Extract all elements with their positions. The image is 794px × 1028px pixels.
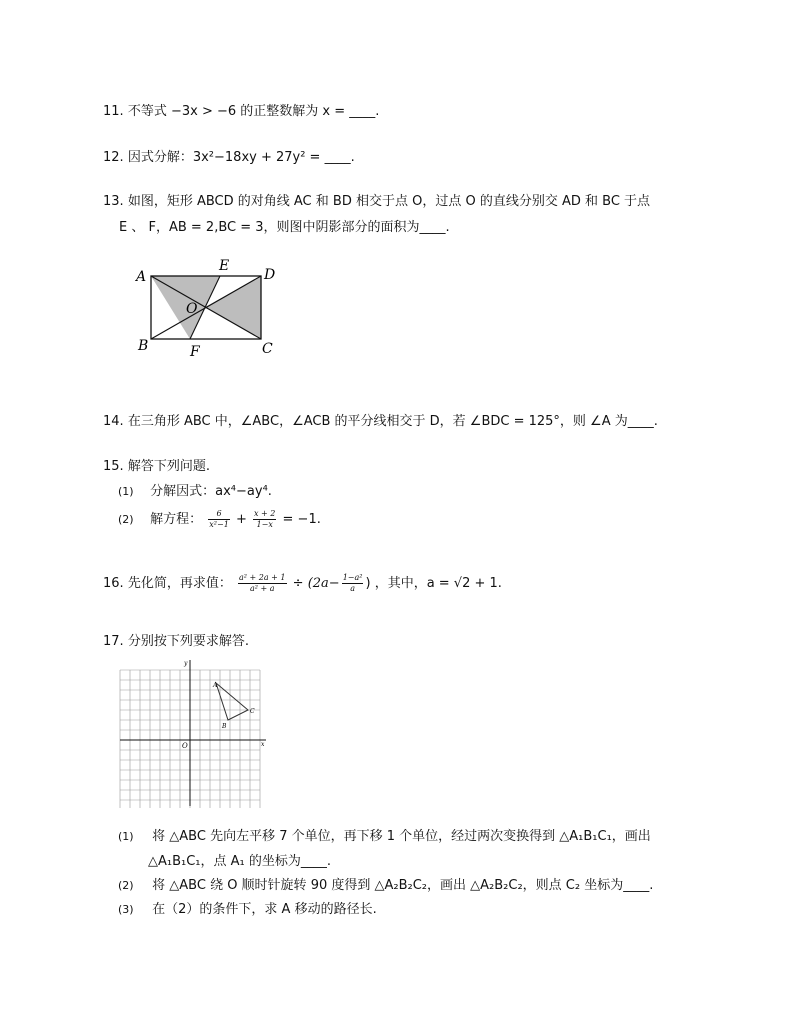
question-number: 16. (103, 576, 124, 591)
paren-open: (2a− (307, 576, 340, 591)
part-text: 在（2）的条件下，求 A 移动的路径长. (152, 902, 377, 917)
question-text-line1: 如图，矩形 ABCD 的对角线 AC 和 BD 相交于点 O，过点 O 的直线分别交 AD 和 BC 于点 (127, 194, 651, 209)
part-number: (1) (118, 485, 134, 498)
question-lead: 先化简，再求值： (127, 576, 232, 591)
label-b: B (138, 338, 149, 354)
divide-operator: ÷ (292, 576, 304, 591)
question-17-part2 (118, 874, 653, 893)
label-e: E (219, 258, 230, 274)
question-14 (103, 410, 658, 429)
label-c: C (250, 708, 255, 715)
fraction-2: $\frac{\text{1−a²}}{a}$ (342, 573, 363, 593)
question-13-line2: E 、 F，AB = 2,BC = 3，则图中阴影部分的面积为____. (119, 220, 450, 235)
part-number: (3) (118, 903, 134, 916)
question-text: 因式分解：3x²−18xy + 27y² = ____. (127, 150, 355, 165)
triangle-abc (216, 683, 248, 720)
label-d: D (264, 267, 276, 283)
question-15-part1 (118, 480, 272, 499)
question-text: 解答下列问题. (127, 459, 210, 474)
question-number: 11. (103, 104, 124, 119)
coordinate-grid (118, 658, 278, 808)
label-c: C (262, 341, 273, 357)
question-number: 14. (103, 414, 124, 429)
fraction-1: $\frac{6}{\text{x²−1}}$ (209, 509, 229, 529)
part-text: 将 △ABC 绕 O 顺时针旋转 90 度得到 △A₂B₂C₂，画出 △A₂B₂C₂，则点 C₂ 坐标为____. (152, 878, 654, 893)
question-number: 17. (103, 634, 124, 649)
part-number: (1) (118, 830, 134, 843)
label-x: x (261, 741, 265, 748)
part-number: (2) (118, 879, 134, 892)
question-15-part2: (2) 解方程： $\frac{6}{\text{x²−1}}$ + $\frac{x + 2}{1-x}$ = −1. (118, 509, 321, 529)
question-text: 不等式 −3x > −6 的正整数解为 x = ____. (127, 104, 380, 119)
question-number: 13. (103, 194, 124, 209)
question-17-part3 (118, 898, 377, 917)
label-o: O (186, 301, 198, 317)
label-f: F (190, 344, 200, 360)
question-12 (103, 146, 355, 165)
question-number: 12. (103, 150, 124, 165)
question-13 (103, 190, 650, 209)
fraction-1: $\frac{\text{a² + 2a + 1}}{\text{a² + a}}$ (238, 573, 286, 593)
question-text: 在三角形 ABC 中，∠ABC，∠ACB 的平分线相交于 D，若 ∠BDC = 125°，则 ∠A 为____. (127, 414, 658, 429)
question-15 (103, 455, 210, 474)
label-a: A (136, 269, 147, 285)
label-o: O (182, 742, 188, 750)
equation-tail: = −1. (282, 512, 321, 527)
label-b: B (222, 723, 227, 730)
question-11 (103, 100, 379, 119)
rectangle-figure (128, 255, 308, 365)
question-tail: ，其中，a = √2 + 1. (374, 576, 502, 591)
part-text: 分解因式：ax⁴−ay⁴. (150, 484, 272, 499)
question-16 (103, 572, 502, 594)
label-y: y (184, 660, 188, 667)
paren-close: ) (365, 576, 371, 591)
part-text-line1: 将 △ABC 先向左平移 7 个单位，再下移 1 个单位，经过两次变换得到 △A₁B₁C₁，画出 (152, 829, 651, 844)
label-a: A (213, 682, 218, 689)
part-number: (2) (118, 513, 134, 526)
question-17-part1 (118, 825, 651, 844)
question-17-part1-line2: △A₁B₁C₁，点 A₁ 的坐标为____. (148, 854, 332, 869)
question-text: 分别按下列要求解答. (127, 634, 249, 649)
question-number: 15. (103, 459, 124, 474)
fraction-2: $\frac{x + 2}{1-x}$ (254, 509, 276, 529)
question-17 (103, 630, 249, 649)
part-text: 解方程： (150, 512, 203, 527)
